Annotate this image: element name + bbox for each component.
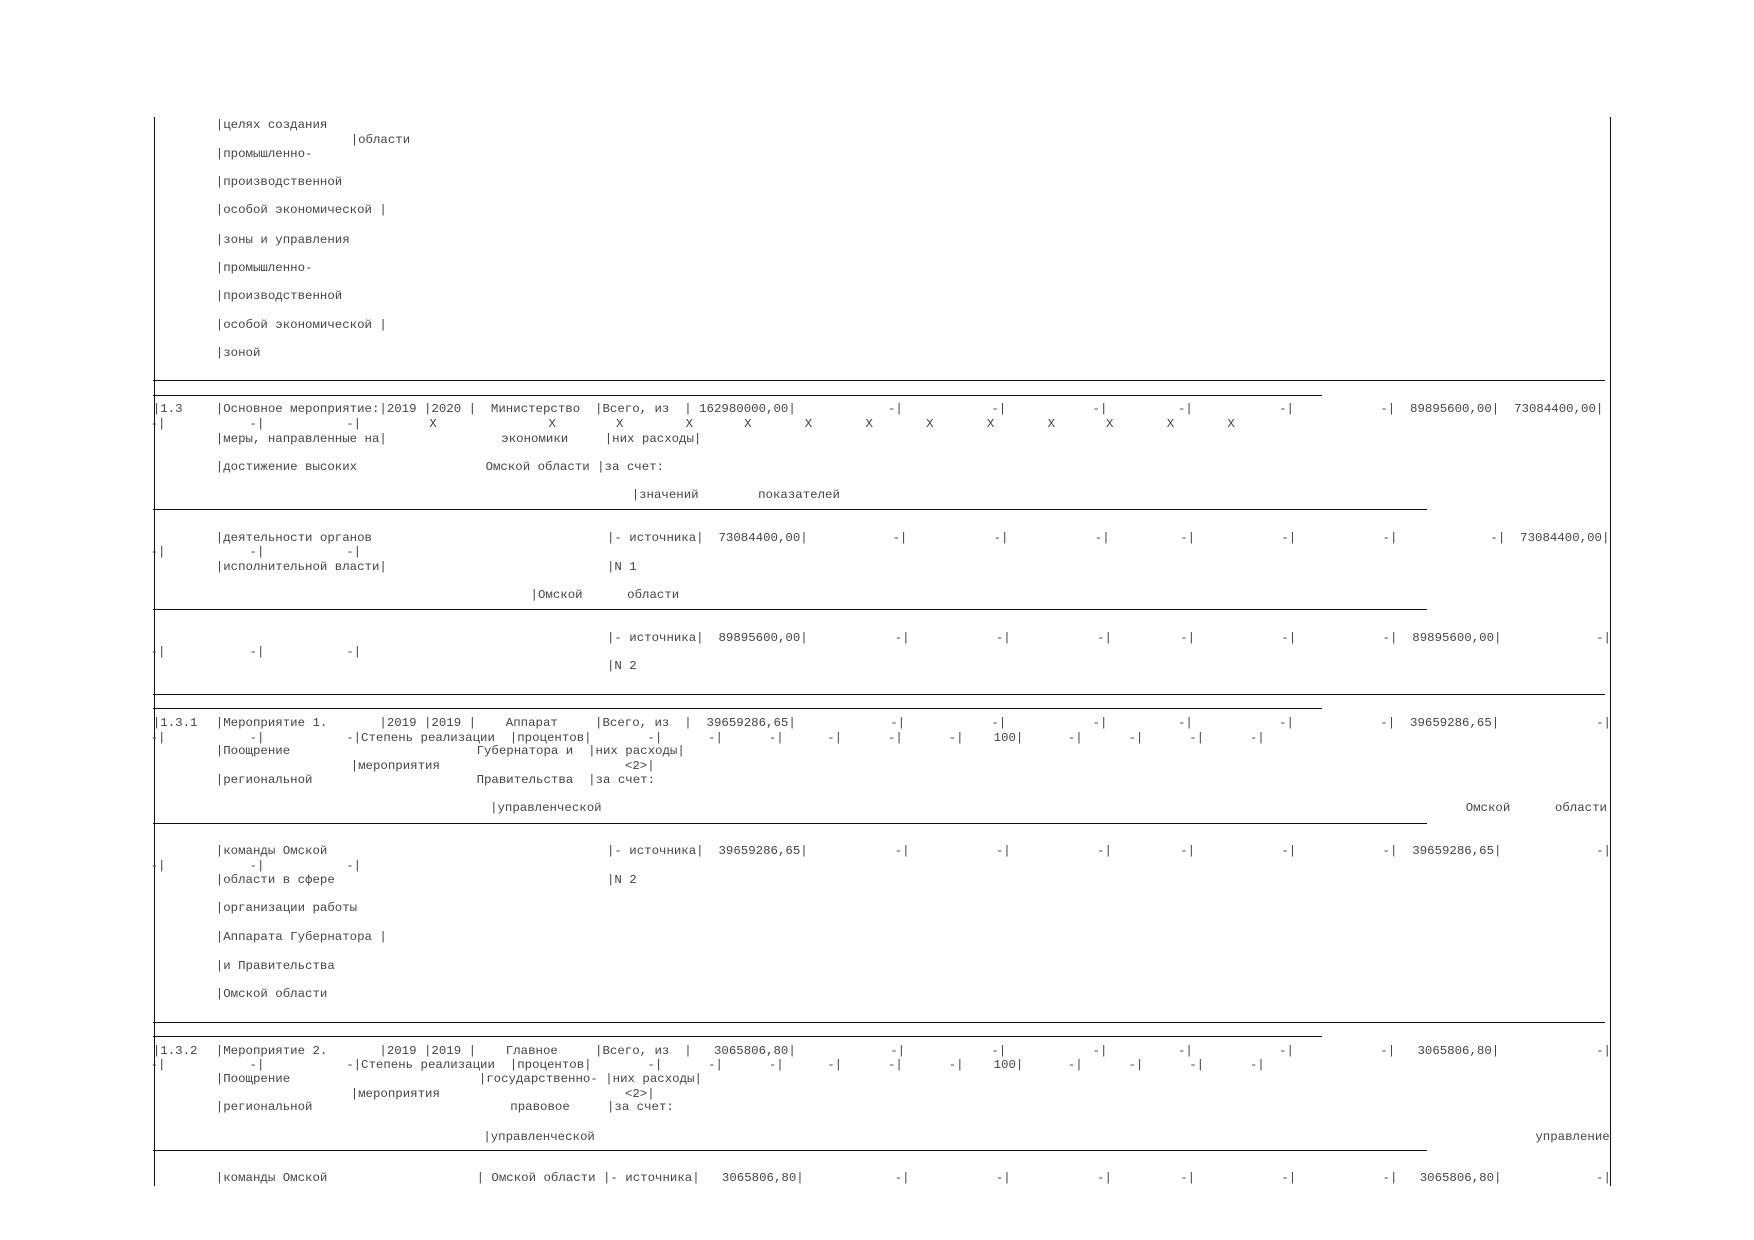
table-cell-text: -| 3065806,80| [1382, 1171, 1502, 1186]
table-cell-text: |значений показателей [631, 487, 840, 502]
table-cell-text: |N 2 [606, 658, 637, 673]
table-cell-text: -| [1097, 630, 1112, 645]
table-cell-text: -| 3065806,80| [1380, 1044, 1500, 1059]
table-cell-text: |организации работы [215, 901, 358, 916]
table-horizontal-rule [153, 1036, 1322, 1037]
table-cell-text: -| [1097, 1171, 1112, 1186]
table-cell-text: -| [887, 402, 903, 417]
table-cell-text: Омской области [1465, 801, 1607, 816]
table-vertical-border [1610, 117, 1611, 1186]
table-cell-text: |N 2 [606, 873, 637, 888]
table-cell-text: |управленческой [483, 1129, 595, 1144]
table-cell-text: -| [991, 715, 1007, 730]
table-cell-text: -| [1177, 402, 1193, 417]
table-cell-text: |них расходы| [604, 431, 702, 446]
table-cell-text: -| [150, 730, 166, 745]
table-cell-text: Губернатора и |них расходы| [476, 744, 685, 759]
table-cell-text: X [429, 417, 437, 431]
table-cell-text: -| [150, 545, 166, 560]
table-cell-text: <2>| [624, 758, 655, 773]
table-cell-text: X [1166, 417, 1175, 431]
table-cell-text: -|Степень реализации |процентов| [346, 1057, 592, 1072]
table-cell-text: -| [1382, 530, 1398, 545]
table-cell-text: |Поощрение [215, 1072, 291, 1087]
table-cell-text: |зоной [215, 346, 261, 361]
table-horizontal-rule [153, 509, 1428, 510]
table-cell-text: -| [894, 1171, 910, 1186]
table-cell-text: -| 89895600,00| 73084400,00| [1380, 402, 1604, 417]
table-cell-text: X [926, 417, 934, 431]
table-cell-text: -| [1596, 630, 1611, 645]
table-cell-text: -| [249, 417, 265, 431]
table-cell-text: X [548, 417, 556, 431]
table-cell-text: -| [1281, 1171, 1297, 1186]
table-cell-text: |региональной [215, 1100, 313, 1115]
table-cell-text: Правительства |за счет: [476, 773, 656, 788]
table-cell-text: |мероприятия [350, 758, 440, 773]
table-cell-text: -| [995, 1171, 1011, 1186]
table-cell-text: 100| [993, 730, 1024, 745]
table-cell-text: -| [991, 1044, 1007, 1059]
table-cell-text: -| [1067, 1057, 1083, 1072]
table-cell-text: X [804, 417, 813, 431]
table-cell-text: -| [1596, 1171, 1611, 1186]
table-cell-text: -| [1189, 730, 1205, 745]
table-cell-text: -| [249, 545, 265, 560]
table-cell-text: X [685, 417, 694, 431]
table-cell-text: |промышленно- [215, 147, 313, 162]
table-cell-text: |зоны и управления [215, 232, 350, 247]
table-cell-text: -| [1189, 1057, 1205, 1072]
table-cell-text: -| [995, 630, 1011, 645]
table-cell-text: -| [1092, 715, 1108, 730]
table-cell-text: |промышленно- [215, 260, 313, 275]
table-cell-text: -| [768, 730, 784, 745]
table-cell-text: X [865, 417, 873, 431]
table-cell-text: X [744, 417, 752, 431]
table-cell-text: |производственной [215, 288, 343, 303]
table-cell-text: правовое |за счет: [510, 1100, 674, 1115]
table-cell-text: |особой экономической | [215, 203, 387, 218]
table-horizontal-rule [153, 823, 1428, 824]
table-cell-text: -| [991, 402, 1007, 417]
table-cell-text: -| [1281, 530, 1297, 545]
table-cell-text: -| [887, 1057, 903, 1072]
table-cell-text: -| [1279, 715, 1294, 730]
table-cell-text: -| [346, 545, 362, 560]
table-cell-text: -| [1180, 844, 1196, 859]
table-horizontal-rule [153, 1022, 1605, 1023]
table-cell-text: -| [890, 715, 906, 730]
table-cell-text: -| 73084400,00| [1490, 530, 1610, 545]
table-cell-text: |области [350, 132, 411, 147]
table-cell-text: |Омской области [215, 986, 328, 1001]
table-cell-text: -| [894, 844, 910, 859]
table-cell-text: -| [948, 730, 964, 745]
table-cell-text: -| [249, 645, 265, 660]
table-cell-text: |- источника| 39659286,65| [606, 844, 808, 859]
table-cell-text: -| [249, 730, 265, 745]
table-cell-text: -| [894, 630, 910, 645]
table-cell-text: -| [1128, 1057, 1144, 1072]
table-cell-text: |команды Омской [215, 844, 328, 859]
table-cell-text: -| [1281, 630, 1297, 645]
table-cell-text: -| [1281, 844, 1297, 859]
table-cell-text: -| [948, 1057, 964, 1072]
table-cell-text: -| [1177, 715, 1193, 730]
table-cell-text: -| [708, 730, 723, 745]
table-cell-text: -| [1596, 844, 1611, 859]
table-cell-text: -| [1279, 402, 1294, 417]
table-cell-text: -| [1097, 844, 1112, 859]
table-horizontal-rule [153, 395, 1322, 396]
table-cell-text: |региональной [215, 773, 313, 788]
table-cell-text: -| [1094, 530, 1110, 545]
table-cell-text: Омской области |за счет: [485, 459, 665, 474]
table-cell-text: -| [1092, 402, 1108, 417]
table-cell-text: |1.3.1 [152, 715, 198, 730]
table-horizontal-rule [153, 694, 1605, 695]
table-cell-text: 100| [993, 1057, 1024, 1072]
table-cell-text: X [615, 417, 624, 431]
table-cell-text: -| [892, 530, 908, 545]
table-cell-text: |1.3.2 [152, 1044, 198, 1059]
table-cell-text: -| [993, 530, 1009, 545]
table-cell-text: -| [708, 1057, 723, 1072]
table-cell-text: |Омской области [530, 587, 680, 602]
table-cell-text: -| 39659286,65| [1380, 715, 1500, 730]
table-cell-text: |Мероприятие 2. |2019 |2019 | Главное |Всего, из | 3065806,80| [215, 1044, 796, 1059]
table-cell-text: |достижение высоких [215, 459, 358, 474]
table-cell-text: |команды Омской [215, 1171, 328, 1186]
table-cell-text: |меры, направленные на| [215, 431, 387, 446]
table-cell-text: экономики [501, 431, 569, 446]
table-cell-text: -| [150, 858, 166, 873]
table-horizontal-rule [153, 1150, 1428, 1151]
table-cell-text: -| [890, 1044, 906, 1059]
table-cell-text: -| [150, 1057, 166, 1072]
table-cell-text: |производственной [215, 175, 343, 190]
table-cell-text: |1.3 [152, 402, 183, 417]
table-cell-text: X [1227, 417, 1235, 431]
table-cell-text: |деятельности органов [215, 530, 372, 545]
table-cell-text: -| [768, 1057, 784, 1072]
table-cell-text: -| [1180, 1171, 1196, 1186]
table-cell-text: -| [827, 1057, 843, 1072]
table-cell-text: -| [887, 730, 903, 745]
table-cell-text: -| 39659286,65| [1382, 844, 1502, 859]
table-cell-text: |Мероприятие 1. |2019 |2019 | Аппарат |Всего, из | 39659286,65| [215, 715, 796, 730]
table-cell-text: -| [346, 417, 362, 431]
table-cell-text: -| [1596, 1044, 1611, 1059]
table-cell-text: X [986, 417, 995, 431]
table-cell-text: -| [346, 858, 362, 873]
table-cell-text: -| [1279, 1044, 1294, 1059]
table-cell-text: -| [1249, 730, 1265, 745]
table-cell-text: |исполнительной власти| [215, 559, 387, 574]
table-horizontal-rule [153, 380, 1605, 381]
table-cell-text: |особой экономической | [215, 318, 387, 333]
table-cell-text: |- источника| 73084400,00| [606, 530, 808, 545]
table-cell-text: -| [1092, 1044, 1108, 1059]
table-cell-text: |- источника| 89895600,00| [606, 630, 808, 645]
table-cell-text: -| [827, 730, 843, 745]
table-cell-text: -| [249, 858, 265, 873]
table-cell-text: |целях создания [215, 118, 328, 133]
table-cell-text: -| [1596, 715, 1611, 730]
table-cell-text: |мероприятия [350, 1086, 440, 1101]
table-cell-text: -| [1128, 730, 1144, 745]
table-cell-text: |N 1 [606, 559, 637, 574]
table-cell-text: -| [346, 645, 362, 660]
table-cell-text: -| [1180, 630, 1196, 645]
table-cell-text: -| [150, 645, 166, 660]
table-cell-text: -| [995, 844, 1011, 859]
table-cell-text: -| 89895600,00| [1382, 630, 1502, 645]
table-cell-text: |Аппарата Губернатора | [215, 929, 387, 944]
table-cell-text: X [1047, 417, 1055, 431]
table-cell-text: |Поощрение [215, 744, 291, 759]
table-cell-text: |Основное мероприятие:|2019 |2020 | Министерство |Всего, из | 162980000,00| [215, 402, 796, 417]
table-cell-text: управление [1535, 1129, 1610, 1144]
table-cell-text: -| [1067, 730, 1083, 745]
table-cell-text: |области в сфере [215, 873, 335, 888]
table-cell-text: -| [1180, 530, 1196, 545]
table-cell-text: -| [1249, 1057, 1265, 1072]
table-cell-text: |управленческой [490, 801, 602, 816]
table-cell-text: -| [647, 1057, 663, 1072]
table-cell-text: -|Степень реализации |процентов| [346, 730, 592, 745]
table-cell-text: |государственно- |них расходы| [478, 1072, 702, 1087]
table-cell-text: -| [249, 1057, 265, 1072]
table-cell-text: X [1106, 417, 1114, 431]
table-cell-text: -| [1177, 1044, 1193, 1059]
table-horizontal-rule [153, 609, 1428, 610]
table-horizontal-rule [153, 708, 1322, 709]
table-cell-text: | Омской области |- источника| 3065806,80| [476, 1171, 804, 1186]
table-cell-text: <2>| [624, 1086, 655, 1101]
table-cell-text: |и Правительства [215, 958, 335, 973]
table-cell-text: -| [150, 417, 166, 431]
table-cell-text: -| [647, 730, 663, 745]
